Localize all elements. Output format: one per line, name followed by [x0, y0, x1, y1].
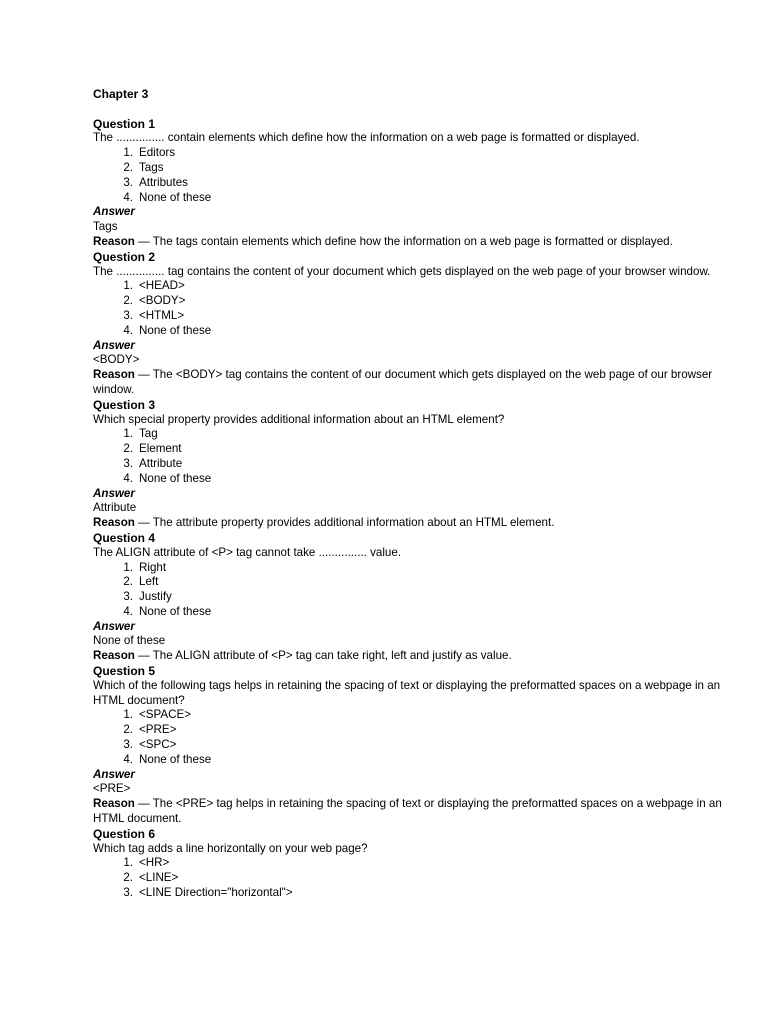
option-label: Left	[139, 575, 159, 589]
option-number: 3.	[123, 308, 133, 322]
option-item	[93, 856, 728, 871]
option-label: Tag	[139, 427, 158, 441]
option-item	[93, 590, 728, 605]
option-label: Editors	[139, 146, 176, 160]
question-6	[93, 827, 728, 901]
option-item	[93, 427, 728, 442]
option-list	[93, 856, 728, 900]
option-item	[93, 309, 728, 324]
reason-text: — The tags contain elements which define how the information on a web page is formatted or displayed.	[134, 234, 673, 248]
option-item	[93, 279, 728, 294]
question-title: Question 3	[93, 397, 156, 412]
option-number: 4.	[123, 471, 133, 485]
option-number: 2.	[123, 575, 133, 589]
reason-paragraph	[93, 368, 728, 398]
question-2	[93, 250, 728, 398]
option-list	[93, 279, 728, 338]
question-title: Question 6	[93, 826, 156, 841]
option-list	[93, 708, 728, 767]
option-list	[93, 146, 728, 205]
option-number: 1.	[123, 708, 133, 722]
option-label: <BODY>	[139, 294, 186, 308]
option-label: Element	[139, 442, 182, 456]
question-text: The ............... tag contains the content of your document which gets displayed on the web page of your browser window.	[93, 264, 711, 278]
option-label: Justify	[139, 590, 172, 604]
reason-text: — The attribute property provides additional information about an HTML element.	[134, 516, 555, 530]
answer-heading: Answer	[93, 338, 135, 352]
question-text: Which tag adds a line horizontally on your web page?	[93, 841, 368, 855]
question-title: Question 4	[93, 530, 156, 545]
option-number: 3.	[123, 738, 133, 752]
reason-text: — The ALIGN attribute of <P> tag can take right, left and justify as value.	[134, 649, 512, 663]
option-item	[93, 886, 728, 901]
reason-label: Reason	[93, 234, 135, 248]
option-number: 1.	[123, 427, 133, 441]
reason-label: Reason	[93, 649, 135, 663]
option-item	[93, 146, 728, 161]
option-label: None of these	[139, 604, 212, 618]
option-number: 3.	[123, 456, 133, 470]
question-1	[93, 117, 728, 250]
question-text: Which of the following tags helps in retaining the spacing of text or displaying the preformatted spaces on a webpage in an HTML document?	[93, 678, 721, 707]
reason-paragraph	[93, 797, 728, 827]
option-label: <HR>	[139, 856, 170, 870]
question-text: The ............... contain elements which define how the information on a web page is formatted or displayed.	[93, 131, 640, 145]
option-number: 4.	[123, 190, 133, 204]
option-number: 3.	[123, 886, 133, 900]
option-item	[93, 191, 728, 206]
option-label: <SPC>	[139, 738, 177, 752]
option-label: <HEAD>	[139, 279, 185, 293]
reason-paragraph	[93, 235, 728, 250]
option-number: 1.	[123, 856, 133, 870]
answer-text: Tags	[93, 220, 118, 234]
reason-paragraph	[93, 649, 728, 664]
option-label: None of these	[139, 752, 212, 766]
question-4	[93, 531, 728, 664]
option-label: <LINE Direction="horizontal">	[139, 886, 293, 900]
option-label: <PRE>	[139, 723, 177, 737]
option-number: 2.	[123, 871, 133, 885]
option-item	[93, 324, 728, 339]
answer-heading: Answer	[93, 486, 135, 500]
option-item	[93, 575, 728, 590]
option-number: 4.	[123, 323, 133, 337]
answer-text: <BODY>	[93, 353, 140, 367]
option-item	[93, 472, 728, 487]
option-item	[93, 442, 728, 457]
option-label: None of these	[139, 190, 212, 204]
question-5	[93, 664, 728, 827]
option-label: <SPACE>	[139, 708, 191, 722]
option-item	[93, 871, 728, 886]
option-label: Right	[139, 560, 167, 574]
option-number: 2.	[123, 442, 133, 456]
question-text: Which special property provides additional information about an HTML element?	[93, 412, 505, 426]
chapter-title: Chapter 3	[93, 87, 149, 101]
option-item	[93, 161, 728, 176]
answer-heading: Answer	[93, 205, 135, 219]
reason-label: Reason	[93, 797, 135, 811]
answer-heading: Answer	[93, 767, 135, 781]
option-item	[93, 708, 728, 723]
question-title: Question 5	[93, 664, 156, 679]
option-number: 3.	[123, 590, 133, 604]
reason-label: Reason	[93, 516, 135, 530]
option-label: None of these	[139, 471, 212, 485]
option-label: <HTML>	[139, 308, 185, 322]
option-list	[93, 427, 728, 486]
option-number: 4.	[123, 604, 133, 618]
option-number: 1.	[123, 279, 133, 293]
reason-text: — The <PRE> tag helps in retaining the spacing of text or displaying the preformatted spaces on a webpage in an HTML document.	[93, 797, 722, 826]
option-number: 4.	[123, 752, 133, 766]
option-number: 1.	[123, 560, 133, 574]
option-number: 2.	[123, 723, 133, 737]
option-item	[93, 723, 728, 738]
option-item	[93, 753, 728, 768]
option-label: Tags	[139, 160, 164, 174]
option-number: 2.	[123, 294, 133, 308]
option-label: Attribute	[139, 456, 183, 470]
answer-text: <PRE>	[93, 782, 131, 796]
option-label: Attributes	[139, 175, 188, 189]
reason-label: Reason	[93, 368, 135, 382]
option-item	[93, 738, 728, 753]
option-label: None of these	[139, 323, 212, 337]
option-number: 2.	[123, 160, 133, 174]
option-list	[93, 561, 728, 620]
reason-paragraph	[93, 516, 728, 531]
option-number: 1.	[123, 146, 133, 160]
answer-text: None of these	[93, 634, 166, 648]
reason-text: — The <BODY> tag contains the content of our document which gets displayed on the web page of our browser window.	[93, 368, 713, 396]
option-item	[93, 605, 728, 620]
question-3	[93, 398, 728, 531]
answer-text: Attribute	[93, 501, 137, 515]
option-item	[93, 561, 728, 576]
question-title: Question 1	[93, 116, 156, 131]
question-title: Question 2	[93, 249, 156, 264]
option-number: 3.	[123, 175, 133, 189]
option-item	[93, 457, 728, 472]
answer-heading: Answer	[93, 619, 135, 633]
option-label: <LINE>	[139, 871, 179, 885]
option-item	[93, 176, 728, 191]
option-item	[93, 294, 728, 309]
question-text: The ALIGN attribute of <P> tag cannot take ............... value.	[93, 545, 402, 559]
